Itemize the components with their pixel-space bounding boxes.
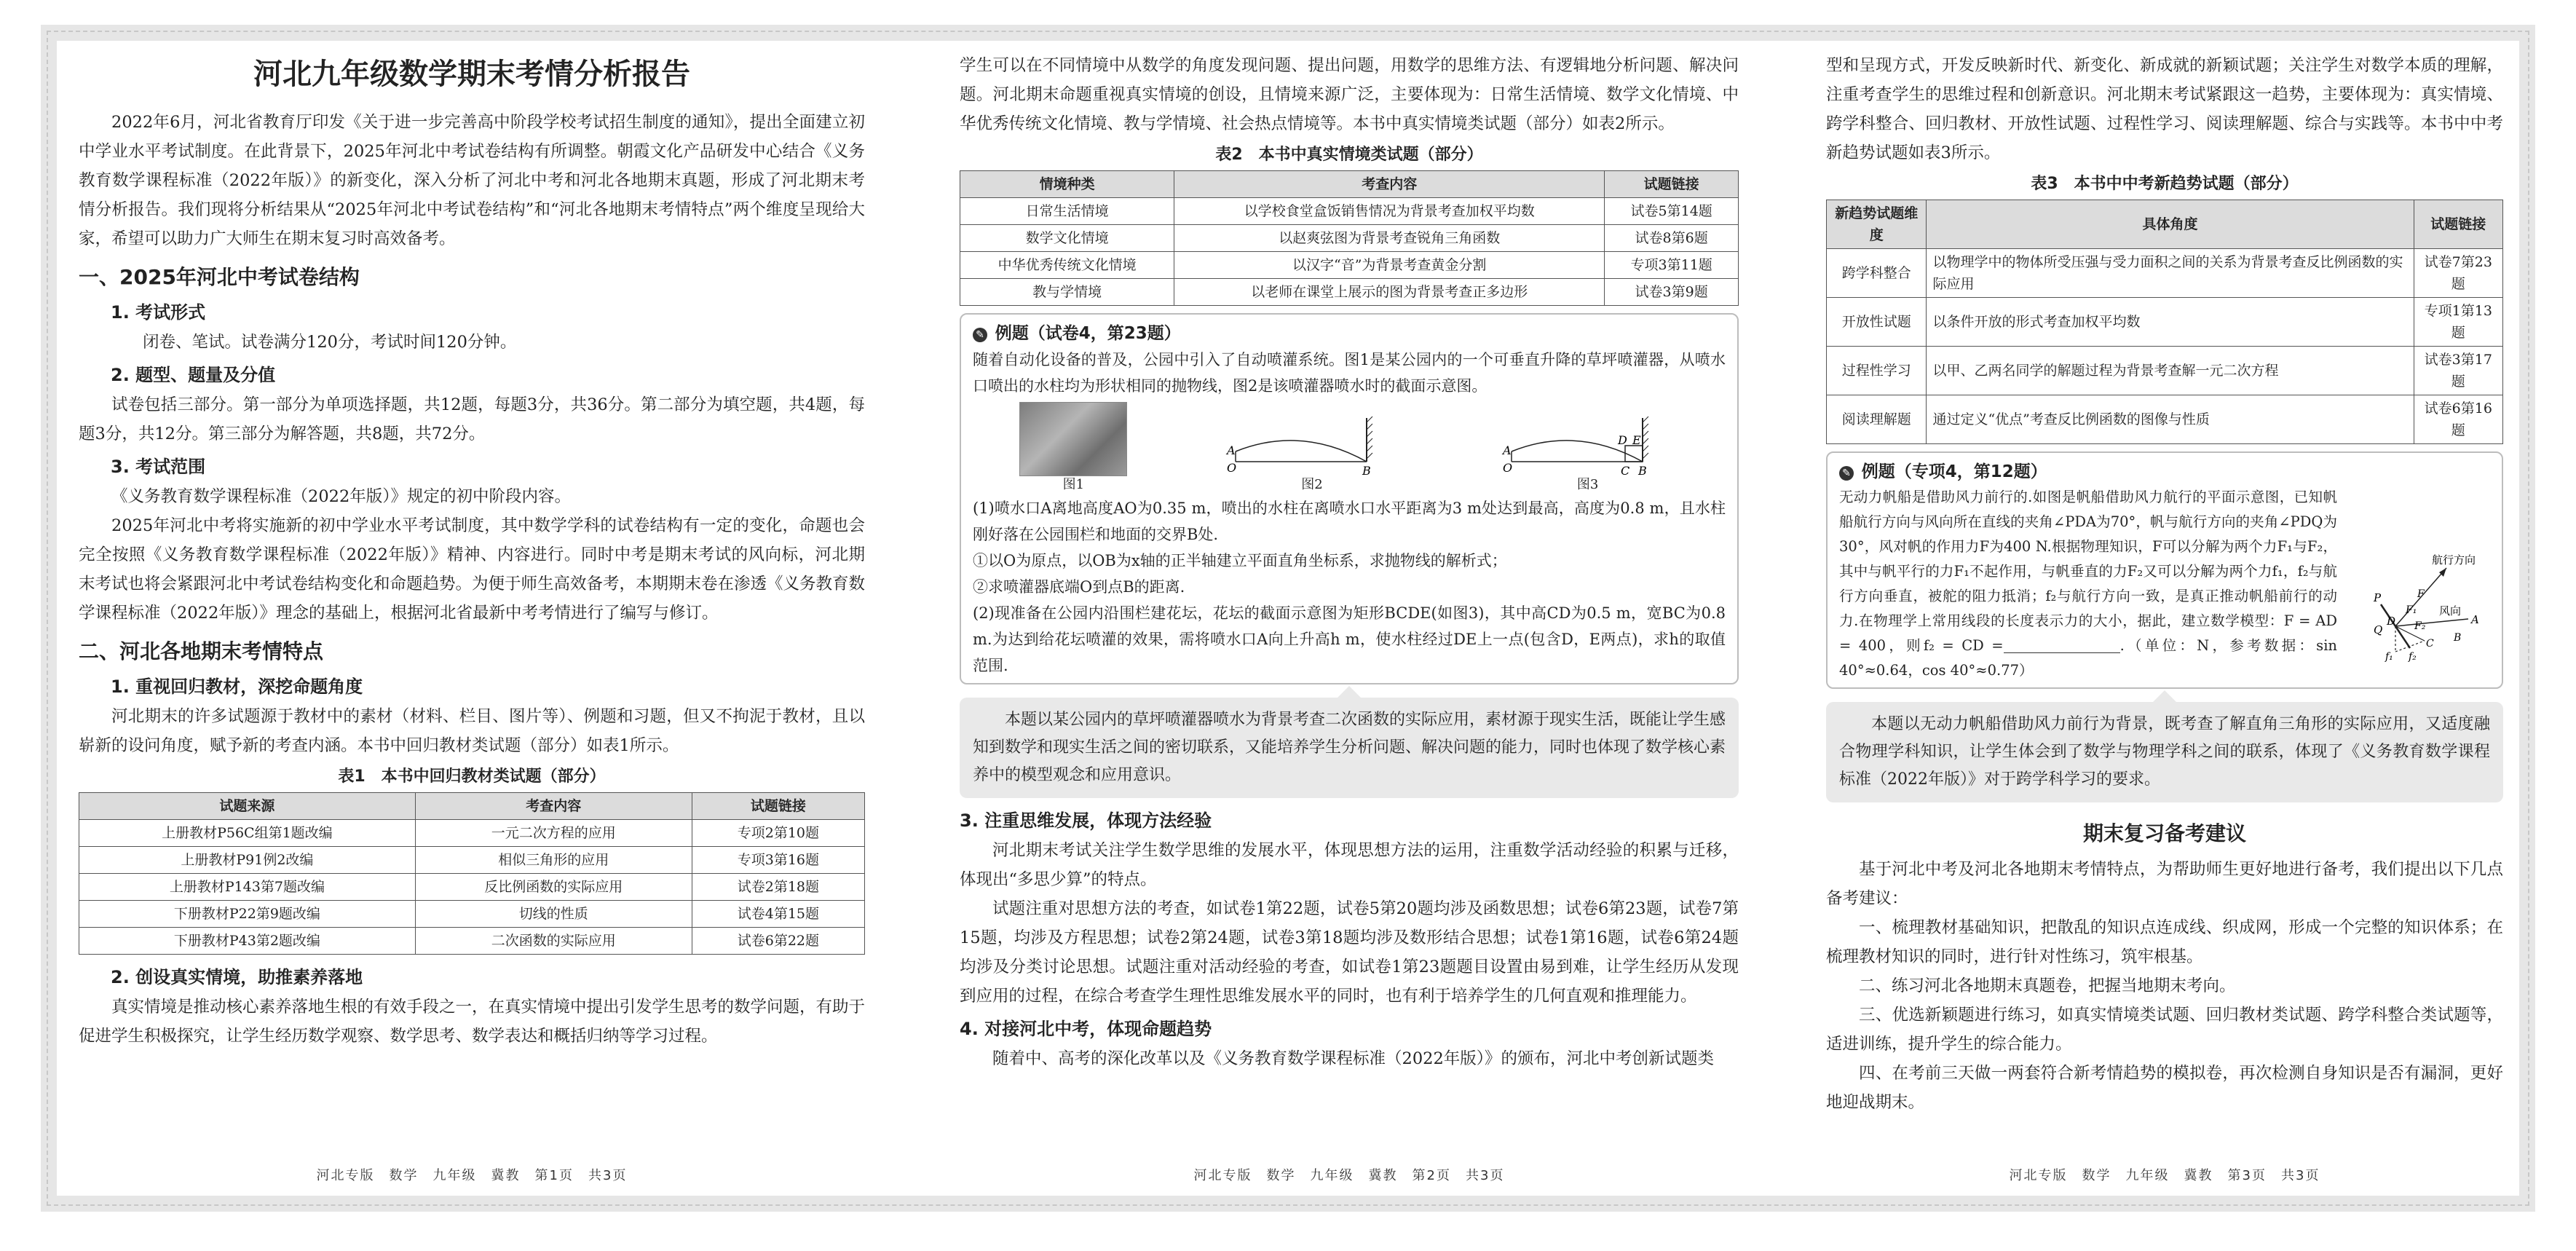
figure-3-diagram [1497, 403, 1679, 476]
table-2 [960, 170, 1739, 306]
table-row [960, 198, 1739, 225]
page-title: 河北九年级数学期末考情分析报告 [253, 58, 690, 91]
point-B-label: B [1362, 464, 1371, 476]
table-cell: 以学校食堂盒饭销售情况为背景考查加权平均数 [1174, 198, 1605, 225]
table-3-header: 试题链接 [2414, 200, 2502, 249]
page-1-footer: 河北专版 数学 九年级 冀教 第1页 共3页 [316, 1168, 628, 1183]
example-tail: .（单位：N，参考数据：sin 40°≈0.64，cos 40°≈0.77） [1839, 637, 2337, 679]
table-row [960, 279, 1739, 306]
thinking-text-1: 河北期末考试关注学生数学思维的发展水平，体现思想方法的运用，注重数学活动经验的积累与迁移，体现出“多思少算”的特点。 [960, 841, 1739, 889]
figure-3-label: 图3 [1576, 477, 1599, 492]
force-f1-label: f₁ [2385, 651, 2393, 663]
table-row [960, 225, 1739, 252]
table-3-header: 新趋势试题维度 [1827, 200, 1927, 249]
point-D-label: D [2387, 615, 2396, 628]
pencil-icon: ✎ [1839, 466, 1854, 481]
subsection-1-2-heading: 2. 题型、题量及分值 [111, 365, 276, 385]
thinking-text-2: 试题注重对思想方法的考查，如试卷1第22题，试卷5第20题均涉及函数思想；试卷6第23题，试卷7第15题，均涉及方程思想；试卷2第24题，试卷3第18题均涉及数形结合思想；试卷1第16题，试卷6第24题均涉及分类讨论思想。试题注重对活动经验的考查，如试卷1第23题题目设置由易到难，让学生经历从发现到应用的过程，在综合考查学生理性思维发展水平的同时，也有利于培养学生的几何直观和推理能力。 [960, 899, 1739, 1006]
table-2-header: 考查内容 [1174, 171, 1605, 198]
table-cell: 试卷6第16题 [2414, 395, 2502, 444]
table-row [1827, 347, 2503, 395]
advice-heading: 期末复习备考建议 [2082, 821, 2246, 845]
table-cell: 通过定义“优点”考查反比例函数的图像与性质 [1927, 395, 2414, 444]
page-3-footer: 河北专版 数学 九年级 冀教 第3页 共3页 [2009, 1168, 2320, 1183]
example-label: 例题 [1861, 462, 1895, 481]
table-cell: 以条件开放的形式考查加权平均数 [1927, 298, 2414, 347]
point-A-label: A [1502, 443, 1512, 457]
table-cell: 下册教材P43第2题改编 [79, 928, 416, 955]
page-2 [960, 51, 1739, 1143]
figure-2-label: 图2 [1301, 477, 1323, 492]
exam-scope-text-1: 《义务教育数学课程标准（2022年版）》规定的初中阶段内容。 [111, 487, 572, 506]
example-text: 随着自动化设备的普及，公园中引入了自动喷灌系统。图1是某公园内的一个可垂直升降的草坪喷灌器，从喷水口喷出的水柱均为形状相同的抛物线，图2是该喷灌器喷水时的截面示意图。 [973, 351, 1726, 395]
figure-2 [1221, 403, 1403, 494]
continued-paragraph: 型和呈现方式，开发反映新时代、新变化、新成就的新颖试题；关注学生对数学本质的理解，注重考查学生的思维过程和创新意识。河北期末考试紧跟这一趋势，主要体现为：真实情境、跨学科整合、回归教材、开放性试题、过程性学习、阅读理解题、综合与实践等。本书中中考新趋势试题如表3所示。 [1826, 56, 2503, 162]
table-cell: 下册教材P22第9题改编 [79, 901, 416, 928]
table-cell: 日常生活情境 [960, 198, 1174, 225]
table-2-header: 试题链接 [1605, 171, 1739, 198]
page-3-content [1826, 51, 2503, 1143]
table-row [1827, 395, 2503, 444]
table-row [960, 252, 1739, 279]
table-cell: 教与学情境 [960, 279, 1174, 306]
table-cell: 以汉字“音”为背景考查黄金分割 [1174, 252, 1605, 279]
question-types-text: 试卷包括三部分。第一部分为单项选择题，共12题，每题3分，共36分。第二部分为填空题，共4题，每题3分，共12分。第三部分为解答题，共8题，共72分。 [79, 395, 865, 443]
analysis-note [960, 698, 1739, 798]
table-cell: 二次函数的实际应用 [415, 928, 692, 955]
analysis-note [1826, 702, 2503, 802]
table-3-header: 具体角度 [1927, 200, 2414, 249]
table-cell: 专项1第13题 [2414, 298, 2502, 347]
table-cell: 以物理学中的物体所受压强与受力面积之间的关系为背景考查反比例函数的实际应用 [1927, 249, 2414, 298]
table-row [79, 847, 865, 874]
advice-intro: 基于河北中考及河北各地期末考情特点，为帮助师生更好地进行备考，我们提出以下几点备考建议： [1826, 860, 2503, 908]
table-cell: 一元二次方程的应用 [415, 820, 692, 847]
advice-item: 一、梳理教材基础知识，把散乱的知识点连成线、织成网，形成一个完整的知识体系；在梳理教材知识的同时，进行针对性练习，筑牢根基。 [1826, 918, 2503, 966]
wind-direction-label: 风向 [2439, 604, 2462, 617]
table-1-caption: 表1 本书中回归教材类试题（部分） [338, 767, 606, 786]
figure-1 [1019, 402, 1127, 494]
table-2-header: 情境种类 [960, 171, 1174, 198]
example-box [1826, 451, 2503, 689]
section-1-heading: 一、2025年河北中考试卷结构 [79, 265, 360, 289]
table-1-header: 考查内容 [415, 793, 692, 820]
point-B-label: B [1637, 464, 1647, 476]
example-source: （专项4，第12题） [1895, 462, 2047, 481]
question-1-part-1: ①以O为原点，以OB为x轴的正半轴建立平面直角坐标系，求抛物线的解析式； [973, 552, 1507, 569]
table-cell: 上册教材P56C组第1题改编 [79, 820, 416, 847]
table-cell: 过程性学习 [1827, 347, 1927, 395]
figure-1-label: 图1 [1062, 477, 1085, 492]
answer-blank[interactable] [2004, 636, 2120, 653]
question-2: (2)现准备在公园内沿围栏建花坛，花坛的截面示意图为矩形BCDE(如图3)，其中高CD为0.5 m，宽BC为0.8 m.为达到给花坛喷灌的效果，需将喷水口A向上升高h m，使水柱经过DE上一点(包含D，E两点)，求h的取值范围. [973, 604, 1726, 674]
exam-format-text: 闭卷、笔试。试卷满分120分，考试时间120分钟。 [143, 333, 517, 352]
example-text: 无动力帆船是借助风力前行的.如图是帆船借助风力航行的平面示意图，已知帆船航行方向与风向所在直线的夹角∠PDA为70°，帆与航行方向的夹角∠PDQ为30°，风对帆的作用力F为400 N.根据物理知识，F可以分解为两个力F₁与F₂，其中与帆平行的力F₁不起作用，与帆垂直的力F₂又可以分解为两个力f₁，f₂与航行方向垂直，被舵的阻力抵消；f₂与航行方向一致，是真正推动帆船前行的动力.在物理学上常用线段的长度表示力的大小，据此，建立数学模型：F = AD = 400，则f₂ = CD = [1839, 489, 2337, 654]
point-O-label: O [1226, 461, 1237, 475]
advice-item: 三、优选新颖题进行练习，如真实情境类试题、回归教材类试题、跨学科整合类试题等，适进训练，提升学生的综合能力。 [1826, 1006, 2503, 1054]
point-E-label: E [1632, 433, 1641, 447]
table-cell: 跨学科整合 [1827, 249, 1927, 298]
table-3-caption: 表3 本书中中考新趋势试题（部分） [2031, 175, 2299, 193]
force-F2-label: F₂ [2414, 620, 2426, 632]
trend-text: 随着中、高考的深化改革以及《义务教育数学课程标准（2022年版）》的颁布，河北中考创新试题类 [992, 1049, 1715, 1068]
example-box [960, 313, 1739, 684]
table-row [79, 874, 865, 901]
table-cell: 试卷3第17题 [2414, 347, 2502, 395]
textbook-return-text: 河北期末的许多试题源于教材中的素材（材料、栏目、图片等）、例题和习题，但又不拘泥于教材，且以崭新的设问角度，赋予新的考查内涵。本书中回归教材类试题（部分）如表1所示。 [79, 707, 865, 755]
table-cell: 数学文化情境 [960, 225, 1174, 252]
subsection-2-1-heading: 1. 重视回归教材，深挖命题角度 [111, 676, 363, 697]
figure-2-diagram [1221, 403, 1403, 476]
example-label: 例题 [995, 324, 1029, 343]
table-cell: 反比例函数的实际应用 [415, 874, 692, 901]
sprinkler-photo [1019, 402, 1127, 476]
table-1-header: 试题链接 [692, 793, 864, 820]
figure-row [973, 402, 1726, 494]
sail-direction-label: 航行方向 [2432, 553, 2476, 567]
table-row [79, 820, 865, 847]
real-context-text: 真实情境是推动核心素养落地生根的有效手段之一，在真实情境中提出引发学生思考的数学问题，有助于促进学生积极探究，让学生经历数学观察、数学思考、数学表达和概括归纳等学习过程。 [79, 998, 866, 1046]
table-row [79, 928, 865, 955]
point-P-label: P [2374, 591, 2382, 604]
table-cell: 以赵爽弦图为背景考查锐角三角函数 [1174, 225, 1605, 252]
table-cell: 试卷7第23题 [2414, 249, 2502, 298]
figure-3 [1497, 403, 1679, 494]
table-cell: 专项2第10题 [692, 820, 864, 847]
point-Q-label: Q [2374, 623, 2383, 636]
exam-scope-text-2: 2025年河北中考将实施新的初中学业水平考试制度，其中数学学科的试卷结构有一定的变化，命题也会完全按照《义务教育数学课程标准（2022年版）》精神、内容进行。同时中考是期末考试的风向标，河北期末考试也将会紧跟河北中考试卷结构变化和命题趋势。为便于师生高效备考，本期期末卷在渗透《义务教育数学课程标准（2022年版）》理念的基础上，根据河北省最新中考考情进行了编写与修订。 [79, 516, 866, 623]
subsection-2-4-heading: 4. 对接河北中考，体现命题趋势 [960, 1019, 1212, 1039]
question-1: (1)喷水口A离地高度AO为0.35 m，喷出的水柱在离喷水口水平距离为3 m处达到最高，高度为0.8 m，且水柱刚好落在公园围栏和地面的交界B处. [973, 500, 1726, 543]
table-cell: 试卷8第6题 [1605, 225, 1739, 252]
subsection-1-1-heading: 1. 考试形式 [111, 302, 206, 323]
subsection-2-3-heading: 3. 注重思维发展，体现方法经验 [960, 810, 1212, 831]
table-row [1827, 298, 2503, 347]
table-cell: 上册教材P91例2改编 [79, 847, 416, 874]
table-cell: 试卷6第22题 [692, 928, 864, 955]
sail-diagram [2344, 459, 2490, 683]
continued-paragraph: 学生可以在不同情境中从数学的角度发现问题、提出问题，用数学的思维方法、有逻辑地分析问题、解决问题。河北期末命题重视真实情境的创设，且情境来源广泛，主要体现为：日常生活情境、数学文化情境、中华优秀传统文化情境、教与学情境、社会热点情境等。本书中真实情境类试题（部分）如表2所示。 [960, 56, 1739, 133]
table-cell: 切线的性质 [415, 901, 692, 928]
subsection-1-3-heading: 3. 考试范围 [111, 457, 206, 477]
analysis-note-text: 本题以某公园内的草坪喷灌器喷水为背景考查二次函数的实际应用，素材源于现实生活，既能让学生感知到数学和现实生活之间的密切联系，又能培养学生分析问题、解决问题的能力，同时也体现了数学核心素养中的模型观念和应用意识。 [973, 711, 1726, 784]
page-1 [79, 51, 865, 1143]
table-cell: 阅读理解题 [1827, 395, 1927, 444]
table-cell: 试卷3第9题 [1605, 279, 1739, 306]
table-cell: 中华优秀传统文化情境 [960, 252, 1174, 279]
point-O-label: O [1502, 461, 1512, 475]
table-cell: 开放性试题 [1827, 298, 1927, 347]
table-cell: 以老师在课堂上展示的图为背景考查正多边形 [1174, 279, 1605, 306]
table-cell: 试卷2第18题 [692, 874, 864, 901]
analysis-note-text: 本题以无动力帆船借助风力前行为背景，既考查了解直角三角形的实际应用，又适度融合物理学科知识，让学生体会到了数学与物理学科之间的联系，体现了《义务教育数学课程标准（2022年版）》对于跨学科学习的要求。 [1839, 715, 2490, 789]
point-C-label: C [1620, 464, 1629, 476]
point-C-label: C [2426, 638, 2434, 650]
force-F1-label: F₁ [2406, 604, 2417, 616]
table-cell: 试卷5第14题 [1605, 198, 1739, 225]
table-3 [1826, 200, 2503, 444]
page-2-footer: 河北专版 数学 九年级 冀教 第2页 共3页 [1193, 1168, 1505, 1183]
example-source: （试卷4，第23题） [1028, 324, 1181, 343]
point-A-label: A [2471, 613, 2479, 626]
table-cell: 以甲、乙两名同学的解题过程为背景考查解一元二次方程 [1927, 347, 2414, 395]
point-B-label: B [2454, 632, 2462, 644]
force-f2-label: f₂ [2409, 651, 2417, 663]
table-cell: 专项3第11题 [1605, 252, 1739, 279]
table-cell: 上册教材P143第7题改编 [79, 874, 416, 901]
pencil-icon: ✎ [973, 328, 987, 342]
table-cell: 试卷4第15题 [692, 901, 864, 928]
table-cell: 相似三角形的应用 [415, 847, 692, 874]
table-row [1827, 249, 2503, 298]
table-1-header: 试题来源 [79, 793, 416, 820]
point-D-label: D [1617, 433, 1627, 447]
table-2-caption: 表2 本书中真实情境类试题（部分） [1215, 146, 1483, 164]
advice-item: 四、在考前三天做一两套符合新考情趋势的模拟卷，再次检测自身知识是否有漏洞，更好地迎战期末。 [1826, 1064, 2503, 1112]
question-1-part-2: ②求喷灌器底端O到点B的距离. [973, 578, 1185, 596]
subsection-2-2-heading: 2. 创设真实情境，助推素养落地 [111, 967, 363, 987]
table-row [79, 901, 865, 928]
point-A-label: A [1226, 443, 1236, 457]
intro-paragraph: 2022年6月，河北省教育厅印发《关于进一步完善高中阶段学校考试招生制度的通知》，提出全面建立初中学业水平考试制度。在此背景下，2025年河北中考试卷结构有所调整。朝霞文化产品研发中心结合《义务教育数学课程标准（2022年版）》的新变化，深入分析了河北中考和河北各地期末真题，形成了河北期末考情分析报告。我们现将分析结果从“2025年河北中考试卷结构”和“河北各地期末考情特点”两个维度呈现给大家，希望可以助力广大师生在期末复习时高效备考。 [79, 113, 865, 248]
section-2-heading: 二、河北各地期末考情特点 [79, 639, 324, 663]
table-1 [79, 792, 865, 955]
advice-item: 二、练习河北各地期末真题卷，把握当地期末考向。 [1859, 976, 2236, 995]
force-F-label: F [2417, 588, 2425, 600]
table-cell: 专项3第16题 [692, 847, 864, 874]
